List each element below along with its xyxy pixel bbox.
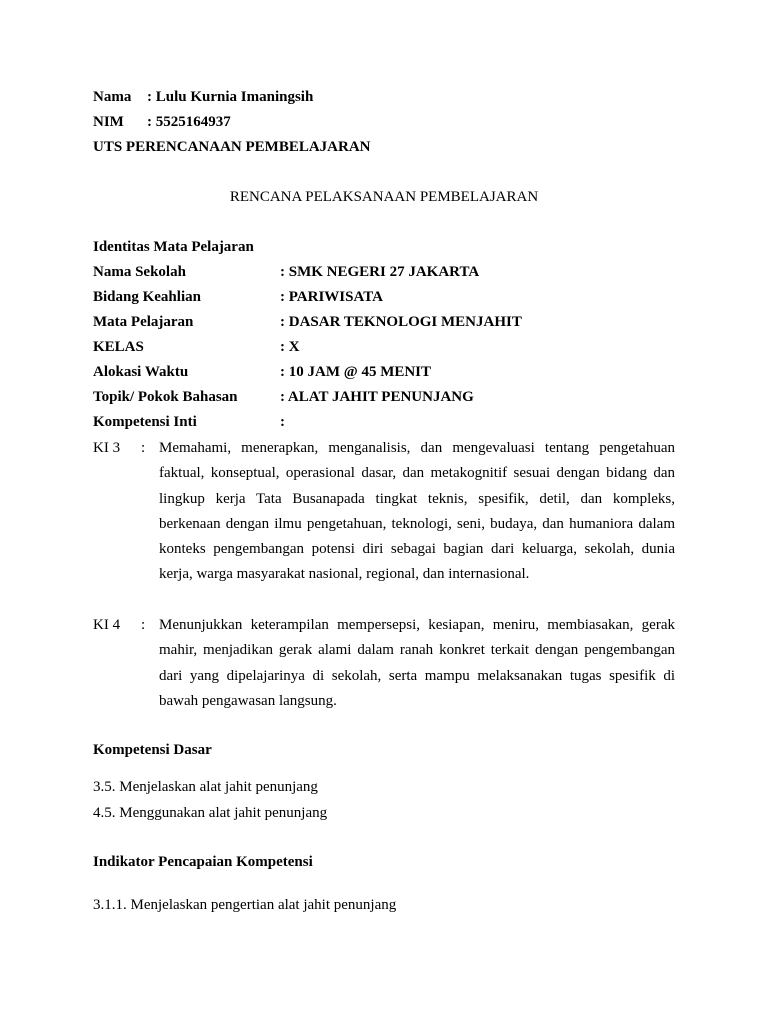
identity-row-label: KELAS: [93, 339, 144, 355]
kompetensi-dasar-item: 3.5. Menjelaskan alat jahit penunjang: [93, 779, 318, 795]
identity-row-value: : PARIWISATA: [280, 289, 383, 305]
identity-row-value: : DASAR TEKNOLOGI MENJAHIT: [280, 314, 522, 330]
ki-number: KI 3: [93, 440, 121, 456]
identity-heading: Identitas Mata Pelajaran: [93, 239, 254, 255]
ki-description: Memahami, menerapkan, menganalisis, dan mengevaluasi tentang pengetahuan faktual, konseptual, operasional dasar, dan metakognitif sesuai dengan bidang dan lingkup kerja Tata Busanapada tingkat teknis, spesifik, detil, dan kompleks, berkenaan dengan ilmu pengetahuan, teknologi, seni, budaya, dan humaniora dalam konteks pengembangan potensi diri sebagai bagian dari keluarga, sekolah, dunia kerja, warga masyarakat nasional, regional, dan internasional.: [159, 440, 675, 583]
identity-row-value: :: [280, 414, 285, 430]
ki-description: Menunjukkan keterampilan mempersepsi, kesiapan, meniru, membiasakan, gerak mahir, menjadikan gerak alami dalam ranah konkret terkait dengan pengembangan dari yang dipelajarinya di sekolah, serta mampu melaksanakan tugas spesifik di bawah pengawasan langsung.: [159, 617, 675, 709]
identity-row-value: : X: [280, 339, 300, 355]
identity-row-label: Nama Sekolah: [93, 264, 186, 280]
ki-number: KI 4: [93, 617, 121, 633]
ki-colon: :: [141, 440, 146, 456]
document-title: RENCANA PELAKSANAAN PEMBELAJARAN: [229, 189, 539, 205]
nama-label: Nama: [93, 89, 132, 105]
indikator-item: 3.1.1. Menjelaskan pengertian alat jahit penunjang: [93, 897, 397, 913]
nama-value: : Lulu Kurnia Imaningsih: [147, 89, 314, 105]
nim-value: : 5525164937: [147, 114, 231, 130]
identity-row-value: : 10 JAM @ 45 MENIT: [280, 364, 432, 380]
identity-row-label: Alokasi Waktu: [93, 364, 189, 380]
nim-label: NIM: [93, 114, 124, 130]
kompetensi-dasar-heading: Kompetensi Dasar: [93, 742, 212, 758]
identity-row-label: Mata Pelajaran: [93, 314, 194, 330]
ki-colon: :: [141, 617, 146, 633]
kompetensi-dasar-item: 4.5. Menggunakan alat jahit penunjang: [93, 805, 328, 821]
indikator-heading: Indikator Pencapaian Kompetensi: [93, 854, 313, 870]
course-title: UTS PERENCANAAN PEMBELAJARAN: [93, 139, 371, 155]
identity-row-label: Kompetensi Inti: [93, 414, 197, 430]
identity-row-value: : SMK NEGERI 27 JAKARTA: [280, 264, 480, 280]
identity-row-label: Topik/ Pokok Bahasan: [93, 389, 238, 405]
identity-row-label: Bidang Keahlian: [93, 289, 201, 305]
identity-row-value: : ALAT JAHIT PENUNJANG: [280, 389, 474, 405]
